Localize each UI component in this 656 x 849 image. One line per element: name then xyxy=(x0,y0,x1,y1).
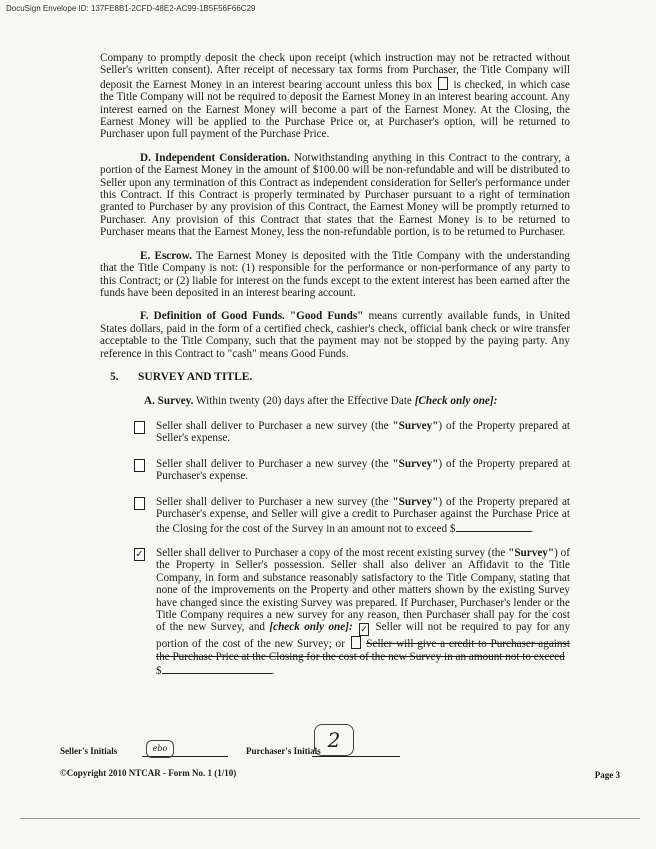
survey-option-2 xyxy=(156,458,570,484)
dollar-sign: $ xyxy=(156,665,162,678)
survey-option-2-term: "Survey" xyxy=(392,457,439,470)
intro-text-part2: is checked, in which case the Title Company will not be required to deposit the Earnest Money in an interest bearing account. Any interest earned on the Earnest Money will become a part of the Earnest Money. At the Closing, the Earnest Money will be applied to the Purchase Price or, at Purchaser's option, will be returned to Purchaser upon full payment of the Purchase Price. xyxy=(100,78,571,141)
section-e-heading: E. Escrow. xyxy=(140,249,192,262)
survey-option-3: Seller shall deliver to Purchaser a new survey (the "Survey") of the Property prepared at Purchaser's expense, and Seller will give a credit to Purchaser against the Purchase Price at the Closing for the cost of the Survey in an amount not to exceed $ . xyxy=(156,496,570,535)
survey-intro xyxy=(144,395,570,407)
seller-initials-label: Seller's Initials xyxy=(60,746,118,756)
survey-option-2-text: Seller shall deliver to Purchaser a new survey (the xyxy=(156,457,389,470)
survey-instruction: [Check only one]: xyxy=(414,395,498,408)
survey-option-1-text-end: ) of the Property prepared at Seller's expense. xyxy=(156,419,571,445)
section-d-heading: D. Independent Consideration. xyxy=(140,151,290,164)
interest-account-checkbox[interactable] xyxy=(438,77,448,90)
intro-text-part1: Company to promptly deposit the check upon receipt (which instruction may not be retracted without Seller's written consent). After receipt of necessary tax forms from Purchaser, the Title Company will deposit the Earnest Money in an interest bearing account unless this box xyxy=(100,52,570,91)
survey-option-4: ✓ Seller shall deliver to Purchaser a copy of the most recent existing survey (the "Survey") of the Property in Seller's possession. Seller shall also deliver an Affidavit to the Title Company, in form and substance reasonably satisfactory to the Title Company, stating that none of the improvements on the Property and other matters shown by the existing Survey have changed since the existing Survey was prepared. If Purchaser, Purchaser's lender or the Title Company requires a new survey for any reason, then Purchaser shall pay for the cost of the new Survey, and [check only one]: ✓ Seller will not be required to pay for any portion of the cost of the new Survey; or Seller will give a credit to Purchaser against the Purchase Price at the Closing for the cost of the new Survey in an amount not to exceed $ . xyxy=(135,546,571,678)
survey-option-4-instruction: [check only one]: xyxy=(269,621,353,634)
survey-option-4-term: "Survey" xyxy=(508,546,555,559)
copyright: ©Copyright 2010 NTCAR - Form No. 1 (1/10) xyxy=(60,768,237,778)
survey-option-4-text: Seller shall deliver to Purchaser a copy of the most recent existing survey (the xyxy=(156,546,506,559)
survey-option-1-text: Seller shall deliver to Purchaser a new survey (the xyxy=(156,419,389,432)
survey-label: A. Survey. xyxy=(144,395,194,408)
purchaser-initials-line xyxy=(312,756,400,757)
survey-amount-blank[interactable] xyxy=(456,521,531,532)
seller-credit-checkbox[interactable] xyxy=(351,636,361,649)
survey-option-4-checkbox[interactable]: ✓ xyxy=(135,548,144,560)
purchaser-initials-label: Purchaser's Initials xyxy=(246,746,321,756)
survey-text: Within twenty (20) days after the Effective Date xyxy=(196,395,412,408)
section-d-text: Notwithstanding anything in this Contract to the contrary, a portion of the Earnest Money in the amount of $100.00 will be non-refundable and will be distributed to Seller upon any termination of this Contract as independent consideration for Seller's performance under this Contract. If this Contract is properly terminated by Purchaser pursuant to a right of termination granted to Purchaser by any provision of this Contract, the Earnest Money will be promptly returned to Purchaser. Any provision of this Contract that states that the Earnest Money is to be returned to Purchaser means that the Earnest Money, less the non-refundable portion, is to be returned to Purchaser. xyxy=(100,151,571,239)
section-5-number: 5. xyxy=(110,370,119,383)
section-e-text: The Earnest Money is deposited with the Title Company with the understanding that the Title Company is not: (1) responsible for the performance or non-performance of any party to this Contract; or (2) liable for interest on the funds except to the extent interest has been earned after the funds have been deposited in an interest bearing account. xyxy=(100,249,570,299)
seller-not-pay-text: Seller will not be required to pay for any portion of the cost of the new Survey; or xyxy=(156,621,571,651)
survey-option-1-checkbox[interactable] xyxy=(134,421,145,434)
survey-option-3-term: "Survey" xyxy=(392,495,439,508)
seller-initials-value[interactable]: ebo xyxy=(146,740,174,758)
survey-option-2-checkbox[interactable] xyxy=(134,459,145,472)
survey-option-1 xyxy=(156,420,570,446)
survey-option-2-text-end: ) of the Property prepared at Purchaser's expense. xyxy=(156,457,571,483)
section-f-heading: F. Definition of Good Funds. "Good Funds" xyxy=(140,310,364,323)
section-d xyxy=(100,152,570,239)
survey-option-3-text: Seller shall deliver to Purchaser a new survey (the xyxy=(156,495,389,508)
survey-option-3-checkbox[interactable] xyxy=(134,497,145,510)
section-f-text: means currently available funds, in United States dollars, paid in the form of a certified check, cashier's check, official bank check or wire transfer acceptable to the Title Company, such that the payment may not be stopped by the paying party. Any reference in this Contract to "cash" means Good Funds. xyxy=(100,310,570,360)
section-e xyxy=(100,250,570,300)
page-number: Page 3 xyxy=(594,770,620,780)
section-5-title xyxy=(110,371,570,383)
section-5-heading: SURVEY AND TITLE. xyxy=(138,370,253,383)
new-survey-amount-blank[interactable] xyxy=(162,663,272,674)
section-f xyxy=(100,310,570,360)
intro-paragraph xyxy=(100,52,570,141)
survey-option-3-text-end: ) of the Property prepared at Purchaser's expense, and Seller will give a credit to Purchaser against the Purchase Price at the Closing for the cost of the Survey in an amount not to exceed $ xyxy=(156,495,571,535)
purchaser-initials-value[interactable]: 2 xyxy=(314,724,354,756)
survey-option-1-term: "Survey" xyxy=(392,419,439,432)
bottom-rule xyxy=(20,818,640,819)
envelope-id: DocuSign Envelope ID: 137FE8B1-2CFD-48E2-AC99-1B5F56F66C29 xyxy=(6,4,256,13)
survey-option-4-text-middle: ) of the Property in Seller's possession. Seller shall also deliver an Affidavit to the Title Company, in form and substance reasonably satisfactory to the Title Company, stating that none of the improvements on the Property and other matters shown by the existing Survey have changed since the existing Survey was prepared. If Purchaser, Purchaser's lender or the Title Company requires a new survey for any reason, then Purchaser shall pay for the cost of the new Survey, and xyxy=(156,546,570,634)
seller-credit-text: Seller will give a credit to Purchaser against the Purchase Price at the Closing for the cost of the new Survey in an amount not to exceed xyxy=(156,638,570,663)
seller-not-pay-checkbox[interactable]: ✓ xyxy=(360,624,368,635)
contract-page xyxy=(100,52,570,690)
